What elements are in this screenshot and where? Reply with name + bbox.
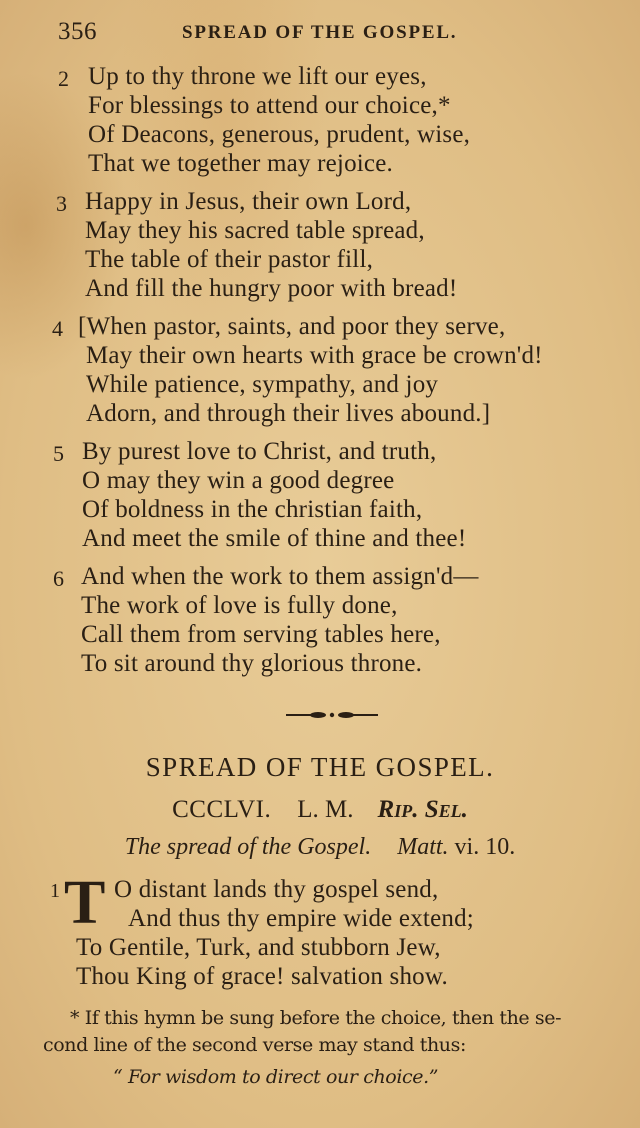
hymn-line: Thou King of grace! salvation show. [76, 963, 448, 990]
running-head [0, 18, 640, 58]
verse-number: 6 [53, 566, 64, 591]
hymn-line: By purest love to Christ, and truth, [82, 438, 437, 465]
reference-chapter-verse: vi. 10. [454, 834, 516, 860]
scripture-reference [397, 834, 515, 860]
reference-book: Matt. [397, 834, 449, 860]
drop-cap: T [64, 869, 106, 937]
hymn-line: Up to thy throne we lift our eyes, [88, 63, 427, 90]
hymn-line: The table of their pastor fill, [85, 246, 374, 273]
hymn-line: Call them from serving tables here, [81, 621, 441, 648]
hymn-line: To sit around thy glorious throne. [81, 650, 423, 677]
hymn-line: That we together may rejoice. [88, 150, 393, 177]
hymn-line: Of Deacons, generous, prudent, wise, [88, 121, 471, 148]
hymn-line: O distant lands thy gospel send, [114, 876, 439, 903]
section-divider-ornament [286, 710, 378, 720]
hymn-heading [0, 796, 640, 824]
running-title: SPREAD OF THE GOSPEL. [182, 22, 458, 43]
hymn-line: For blessings to attend our choice,* [88, 92, 451, 119]
hymn-line: And when the work to them assign'd— [81, 563, 479, 590]
verse-number: 2 [58, 66, 69, 91]
verse-number: 1 [50, 880, 60, 902]
hymn-line: [When pastor, saints, and poor they serve, [78, 313, 506, 340]
hymn-theme: The spread of the Gospel. [124, 834, 372, 860]
hymn-line: And fill the hungry poor with bread! [85, 275, 458, 302]
hymn-line: May their own hearts with grace be crown'd! [86, 342, 543, 369]
footnote-line: cond line of the second verse may stand thus: [43, 1034, 466, 1056]
section-title: SPREAD OF THE GOSPEL. [145, 752, 495, 782]
hymn-meter: L. M. [297, 796, 354, 823]
hymn-source: Rip. Sel. [377, 796, 468, 823]
hymn-line: While patience, sympathy, and joy [86, 371, 439, 398]
hymn-number: CCCLVI. [172, 796, 272, 823]
hymn-line: May they his sacred table spread, [85, 217, 425, 244]
hymn-line: Adorn, and through their lives abound.] [86, 400, 491, 427]
hymn-line: Of boldness in the christian faith, [82, 496, 423, 523]
hymn-line: The work of love is fully done, [81, 592, 398, 619]
footnote-line: * If this hymn be sung before the choice, then the se- [70, 1007, 562, 1029]
verse-number: 5 [53, 441, 64, 466]
hymn-line: Happy in Jesus, their own Lord, [85, 188, 412, 215]
verse-number: 3 [56, 191, 67, 216]
hymn-line: And thus thy empire wide extend; [128, 905, 474, 932]
hymn-line: O may they win a good degree [82, 467, 395, 494]
verse-number: 4 [52, 316, 63, 341]
hymn-subtitle [0, 834, 640, 861]
hymn-line: And meet the smile of thine and thee! [82, 525, 467, 552]
footnote-quote: “ For wisdom to direct our choice.” [113, 1066, 439, 1088]
hymn-line: To Gentile, Turk, and stubborn Jew, [76, 934, 441, 961]
page-number: 356 [58, 18, 97, 45]
